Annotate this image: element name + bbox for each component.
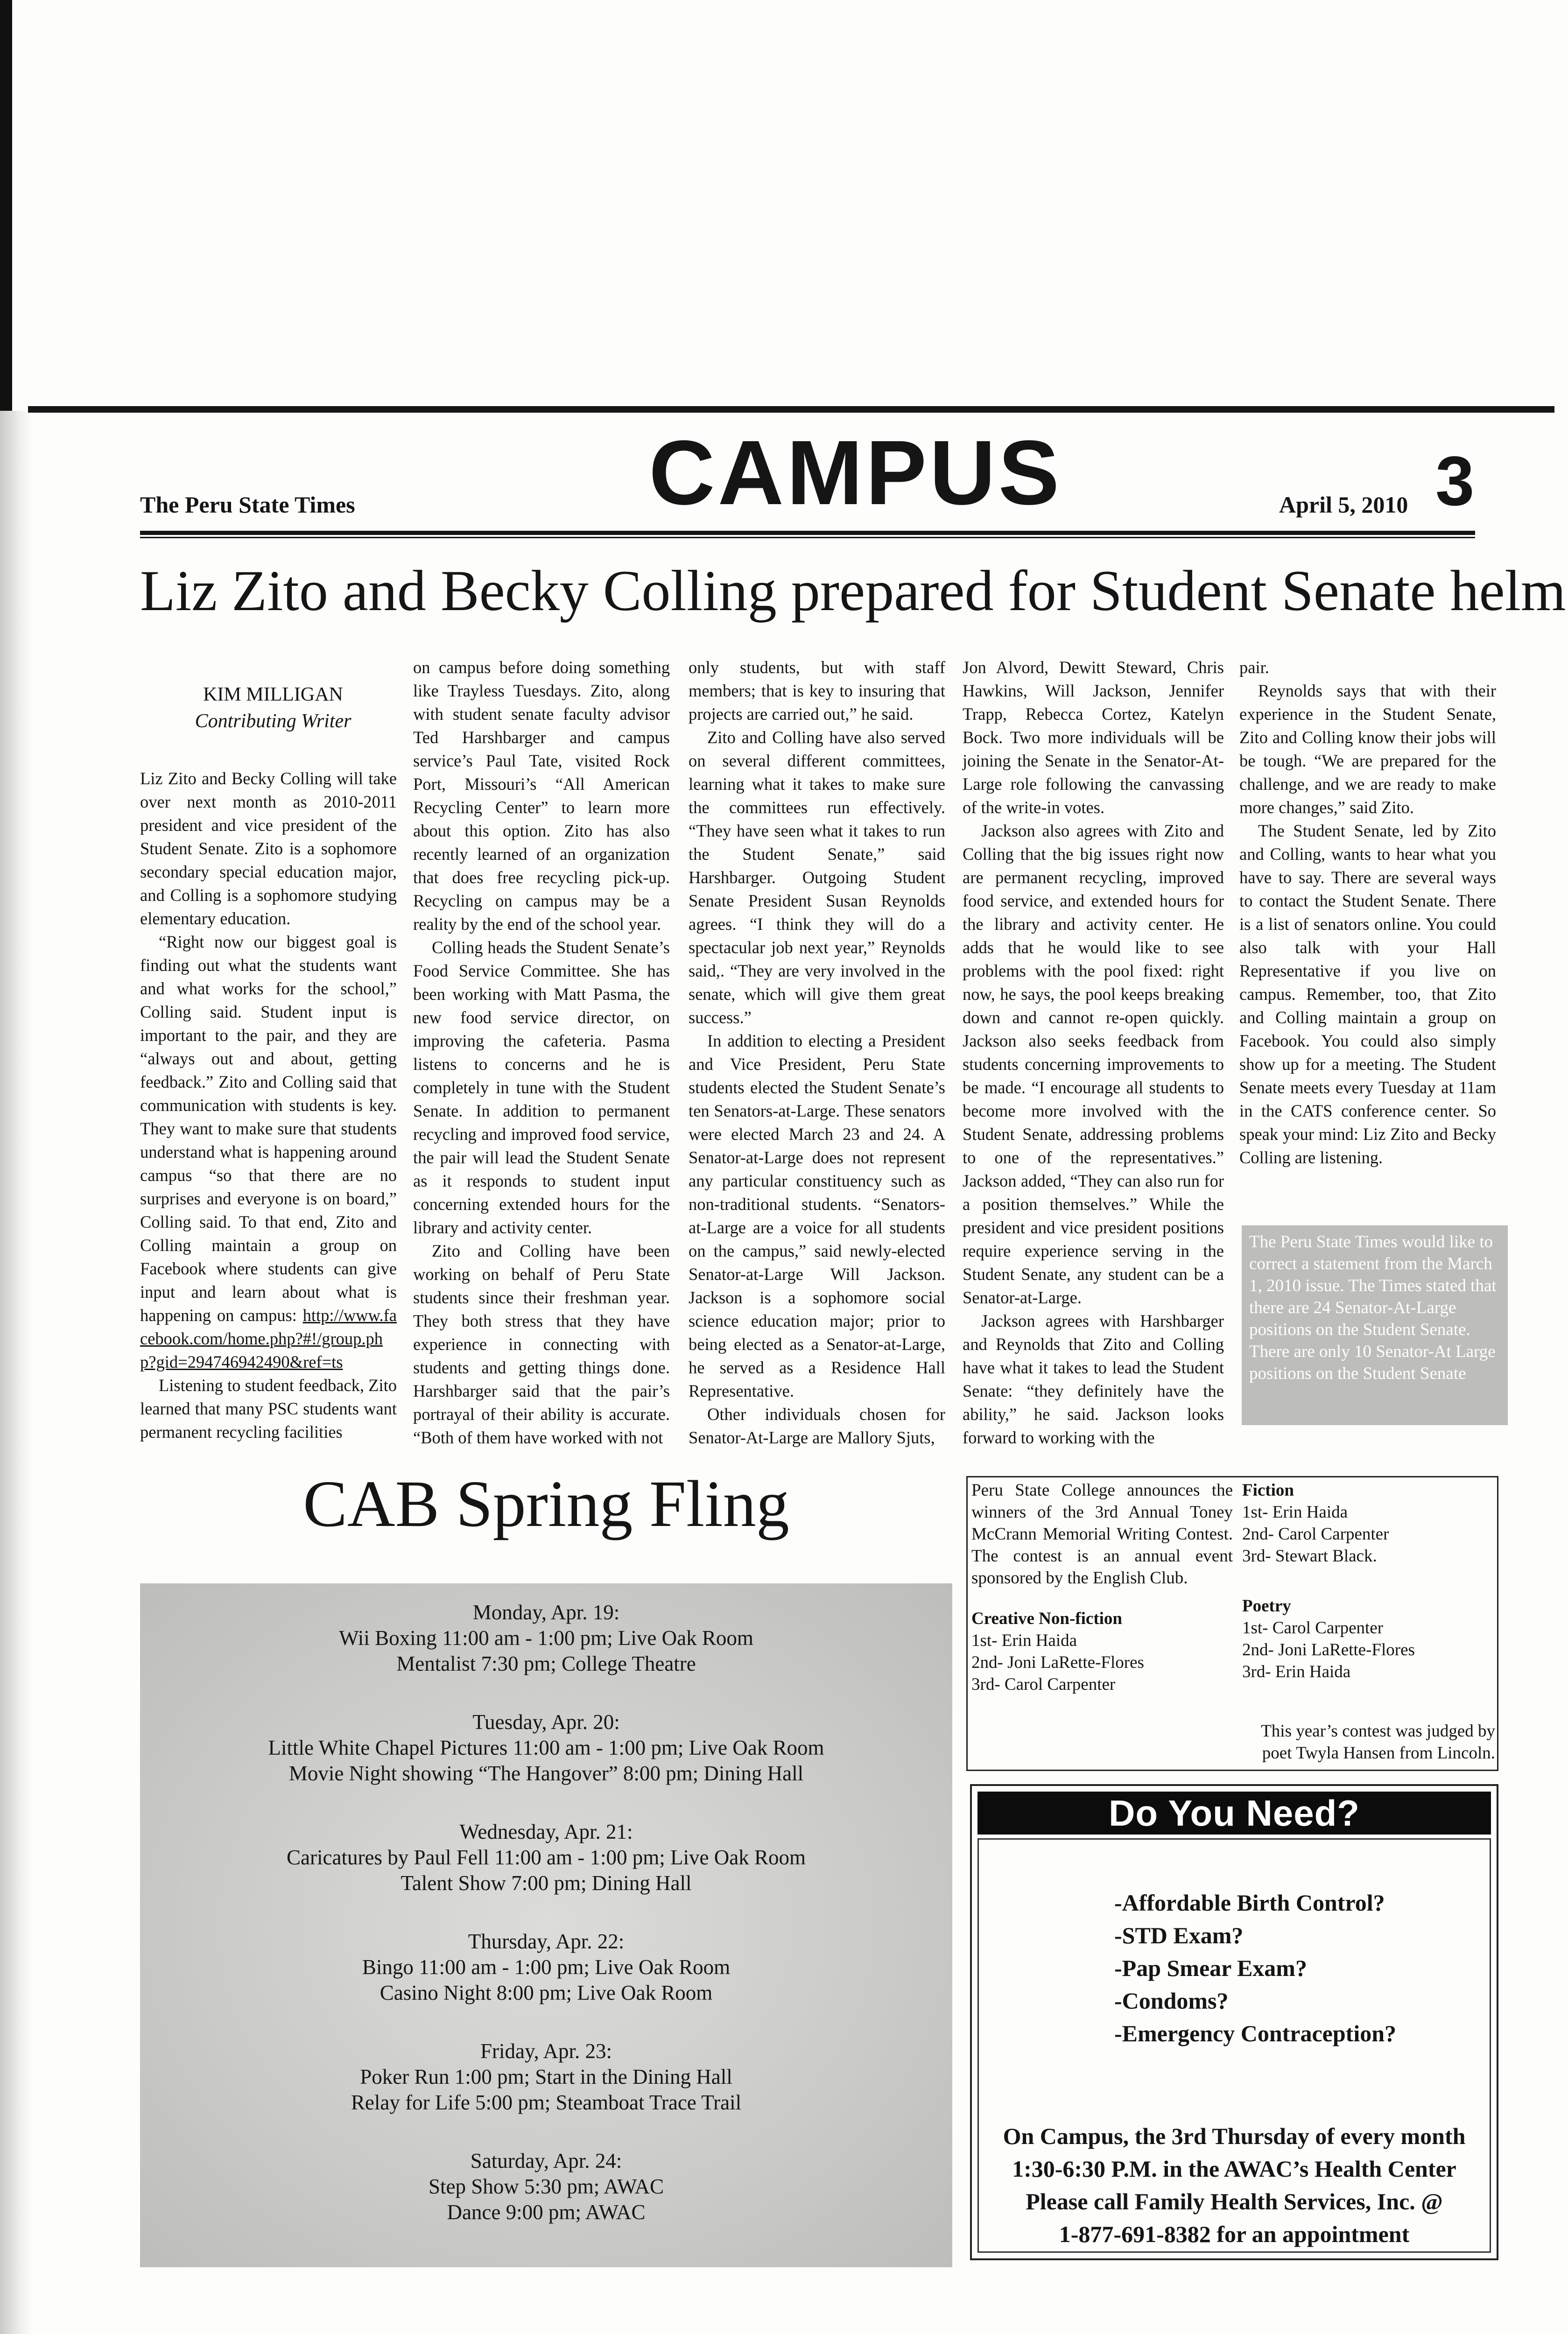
fiction-heading: Fiction — [1242, 1481, 1294, 1500]
winner: 2nd- Carol Carpenter — [1242, 1525, 1389, 1544]
contest-left — [971, 1479, 1233, 1695]
article-column-3 — [689, 656, 945, 1449]
paragraph: on campus before doing something like Trayless Tuesdays. Zito, along with student senate faculty advisor Ted Harshbarger and campus service’s Paul Tate, visited Rock Port, Missouri’s “All American Recycling Center” to learn more about this option. Zito has also recently learned of an organization that does free recycling pick-up. Recycling on campus may be a reality by the end of the school year. — [413, 658, 670, 934]
service-item: -Pap Smear Exam? — [1114, 1955, 1307, 1981]
contest-intro: Peru State College announces the winners of the 3rd Annual Toney McCrann Memorial Writing Contest. The contest is an annual event sponsored by the English Club. — [971, 1481, 1233, 1588]
paragraph: Listening to student feedback, Zito learned that many PSC students want permanent recycling facilities — [140, 1376, 397, 1441]
winner: 2nd- Joni LaRette-Flores — [1242, 1640, 1415, 1659]
schedule-day — [140, 1600, 952, 1677]
event: Mentalist 7:30 pm; College Theatre — [396, 1652, 696, 1675]
schedule-day — [140, 1819, 952, 1896]
event: Dance 9:00 pm; AWAC — [447, 2200, 646, 2224]
service-item: -Affordable Birth Control? — [1114, 1890, 1385, 1916]
creative-heading: Creative Non-fiction — [971, 1609, 1122, 1628]
event: Wii Boxing 11:00 am - 1:00 pm; Live Oak Room — [339, 1626, 753, 1650]
poetry-heading: Poetry — [1242, 1596, 1291, 1616]
paragraph: Reynolds says that with their experience in the Student Senate, Zito and Colling know their jobs will be tough. “We are prepared for the challenge, and we are ready to make more changes,” said Zito. — [1239, 681, 1496, 817]
schedule-day — [140, 1929, 952, 2006]
paragraph: Jackson agrees with Harshbarger and Reynolds that Zito and Colling have what it takes to lead the Student Senate: “they definitely have the ability,” he said. Jackson looks forward to working with the — [963, 1311, 1224, 1447]
day-label: Tuesday, Apr. 20: — [472, 1710, 620, 1734]
paragraph: only students, but with staff members; that is key to insuring that projects are carried out,” he said. — [689, 658, 945, 724]
paragraph: Liz Zito and Becky Colling will take over next month as 2010-2011 president and vice president of the Student Senate. Zito is a sophomore secondary special education major, and Colling is a sophomore studying elementary education. — [140, 769, 397, 928]
cab-schedule — [140, 1583, 952, 2267]
paper-name: The Peru State Times — [140, 492, 355, 518]
winner: 2nd- Joni LaRette-Flores — [971, 1653, 1144, 1672]
health-services-ad — [970, 1784, 1498, 2260]
correction-notice: The Peru State Times would like to correct a statement from the March 1, 2010 issue. The Times stated that there are 24 Senator-At-Large positions on the Student Senate. There are only 10 Senator-At Large positions on the Student Senate — [1242, 1225, 1508, 1425]
paragraph: Colling heads the Student Senate’s Food Service Committee. She has been working with Matt Pasma, the new food service director, on improving the cafeteria. Pasma listens to concerns and he is completely in tune with the Student Senate. In addition to permanent recycling and improved food service, the pair will lead the Student Senate as it responds to student input concerning extended hours for the library and activity center. — [413, 938, 670, 1237]
schedule-line: On Campus, the 3rd Thursday of every month — [1003, 2123, 1466, 2149]
paragraph: In addition to electing a President and Vice President, Peru State students elected the Student Senate’s ten Senators-at-Large. These senators were elected March 23 and 24. A Senator-at-Large does not represent any particular constituency such as non-traditional students. “Senators-at-Large are a voice for all students on the campus,” said newly-elected Senator-at-Large Will Jackson. Jackson is a sophomore social science education major; prior to being elected as a Senator-at-Large, he served as a Residence Hall Representative. — [689, 1031, 945, 1400]
event: Caricatures by Paul Fell 11:00 am - 1:00 pm; Live Oak Room — [287, 1846, 806, 1869]
event: Bingo 11:00 am - 1:00 pm; Live Oak Room — [362, 1955, 731, 1979]
event: Relay for Life 5:00 pm; Steamboat Trace Trail — [351, 2091, 742, 2114]
service-item: -Emergency Contraception? — [1114, 2020, 1397, 2046]
winner: 3rd- Stewart Black. — [1242, 1547, 1377, 1566]
paragraph: Jackson also agrees with Zito and Colling that the big issues right now are permanent recycling, improved food service, and extended hours for the library and activity center. He adds that he would like to see problems with the pool fixed: right now, he says, the pool keeps breaking down and cannot re-open quickly. Jackson also seeks feedback from students concerning improvements to be made. “I encourage all students to become more involved with the Student Senate, addressing problems to one of the representatives.” Jackson added, “They can also run for a position themselves.” While the president and vice president positions require experience serving in the Student Senate, any student can be a Senator-at-Large. — [963, 821, 1224, 1307]
paragraph: Other individuals chosen for Senator-At-Large are Mallory Sjuts, — [689, 1405, 945, 1447]
hours-line: 1:30-6:30 P.M. in the AWAC’s Health Center — [1012, 2156, 1456, 2182]
event: Casino Night 8:00 pm; Live Oak Room — [380, 1981, 713, 2004]
masthead-rule-thin — [140, 537, 1475, 538]
author-name: KIM MILLIGAN — [203, 684, 343, 705]
masthead-rule — [140, 531, 1475, 535]
paragraph — [140, 930, 397, 1374]
article-column-1 — [140, 767, 397, 1444]
event: Little White Chapel Pictures 11:00 am - 1:00 pm; Live Oak Room — [268, 1736, 824, 1759]
paragraph: Zito and Colling have also served on several different committees, learning what it takes to make sure the committees run effectively. “They have seen what it takes to run the Student Senate,” said Harshbarger. Outgoing Student Senate President Susan Reynolds agrees. “I think they will do a spectacular job next year,” Reynolds said,. “They are very involved in the senate, which will give them great success.” — [689, 728, 945, 1027]
page-fold-shadow — [0, 411, 33, 2334]
day-label: Thursday, Apr. 22: — [468, 1930, 625, 1953]
ad-contact-info — [979, 2120, 1490, 2250]
winner: 3rd- Erin Haida — [1242, 1662, 1351, 1681]
service-item: -Condoms? — [1114, 1988, 1229, 2014]
article-column-5 — [1239, 656, 1496, 1169]
paragraph: Jon Alvord, Dewitt Steward, Chris Hawkins, Will Jackson, Jennifer Trapp, Rebecca Cortez, Katelyn Bock. Two more individuals will be joining the Senate in the Senator-At-Large role following the canvassing of the write-in votes. — [963, 658, 1224, 817]
day-label: Saturday, Apr. 24: — [470, 2149, 622, 2172]
day-label: Wednesday, Apr. 21: — [459, 1820, 633, 1843]
headline: Liz Zito and Becky Colling prepared for Student Senate helm — [140, 559, 1566, 623]
paragraph: Zito and Colling have been working on behalf of Peru State students since their freshman year. They both stress that they have experience in connecting with students and getting things done. Harshbarger said that the pair’s portrayal of their ability is accurate. “Both of them have worked with not — [413, 1241, 670, 1447]
contest-right — [1242, 1479, 1497, 1683]
schedule-day — [140, 2148, 952, 2225]
call-line: Please call Family Health Services, Inc. @ — [1026, 2188, 1443, 2214]
issue-date: April 5, 2010 — [1279, 492, 1408, 518]
ad-banner: Do You Need? — [977, 1792, 1491, 1835]
event: Step Show 5:30 pm; AWAC — [429, 2175, 664, 2198]
page-number: 3 — [1435, 442, 1475, 520]
section-title: CAMPUS — [649, 422, 1062, 524]
service-list — [1114, 1886, 1396, 2050]
day-label: Friday, Apr. 23: — [480, 2039, 612, 2063]
scan-edge — [0, 0, 12, 411]
schedule-day — [140, 2039, 952, 2116]
event: Movie Night showing “The Hangover” 8:00 pm; Dining Hall — [288, 1762, 804, 1785]
author-role: Contributing Writer — [195, 710, 352, 732]
paragraph: pair. — [1239, 658, 1269, 677]
schedule-day — [140, 1709, 952, 1786]
winner: 3rd- Carol Carpenter — [971, 1675, 1116, 1694]
contest-judge-note: This year’s contest was judged by poet Twyla Hansen from Lincoln. — [1261, 1722, 1495, 1763]
winner: 1st- Erin Haida — [971, 1631, 1077, 1650]
article-column-4 — [963, 656, 1224, 1449]
event: Poker Run 1:00 pm; Start in the Dining Hall — [360, 2065, 732, 2088]
phone-line: 1-877-691-8382 for an appointment — [1059, 2221, 1410, 2247]
facebook-group-link[interactable]: http://www.facebook.com/home.php?#!/group.php?gid=294746942490&ref=ts — [140, 1306, 397, 1371]
paragraph: The Student Senate, led by Zito and Colling, wants to hear what you have to say. There are several ways to contact the Student Senate. There is a list of senators online. You could also talk with your Hall Representative if you live on campus. Remember, too, that Zito and Colling maintain a group on Facebook. You could also simply show up for a meeting. The Student Senate meets every Tuesday at 11am in the CATS conference center. So speak your mind: Liz Zito and Becky Colling are listening. — [1239, 821, 1496, 1167]
byline — [140, 682, 406, 734]
paragraph-text: “Right now our biggest goal is finding out what the students want and what works for the school,” Colling said. Student input is important to the pair, and they are “always out and about, getting feedback.” Zito and Colling said that communication with students is key. They want to make sure that students understand what is happening around campus “so that there are no surprises and everyone is on board,” Colling said. To that end, Zito and Colling maintain a group on Facebook where students can give input and learn about what is happening on campus: — [140, 932, 397, 1325]
event: Talent Show 7:00 pm; Dining Hall — [401, 1871, 692, 1895]
day-label: Monday, Apr. 19: — [472, 1601, 620, 1624]
cab-title: CAB Spring Fling — [303, 1467, 789, 1540]
winner: 1st- Erin Haida — [1242, 1503, 1348, 1522]
article-column-2 — [413, 656, 670, 1449]
service-item: -STD Exam? — [1114, 1922, 1244, 1948]
ad-body — [977, 1838, 1491, 2253]
top-rule — [28, 406, 1554, 413]
writing-contest-box — [966, 1476, 1498, 1771]
winner: 1st- Carol Carpenter — [1242, 1618, 1384, 1638]
